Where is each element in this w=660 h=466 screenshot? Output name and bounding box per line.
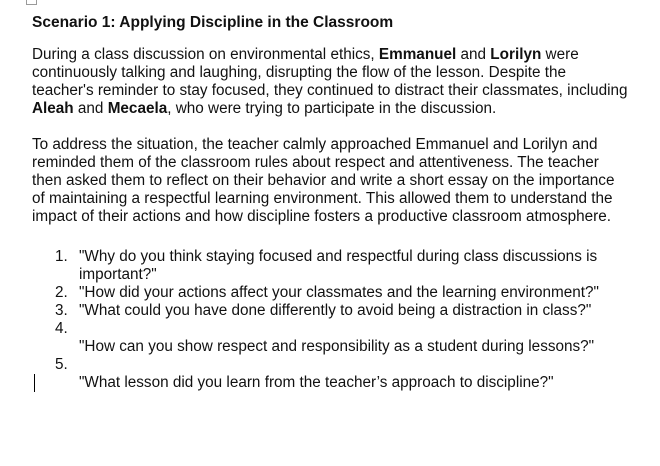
list-item: [32, 320, 658, 356]
question-text: "How did your actions affect your classmates and the learning environment?": [79, 284, 599, 301]
student-name-emmanuel: Emmanuel: [378, 46, 457, 63]
paragraph-line: Aleah and Mecaela, who were trying to participate in the discussion.: [32, 100, 497, 117]
paragraph-line: reminded them of the classroom rules about respect and attentiveness. The teacher: [32, 154, 599, 171]
document-title: Scenario 1: Applying Discipline in the Classroom: [32, 14, 394, 31]
list-number: 4.: [55, 320, 68, 337]
paragraph-line: teacher's reminder to stay focused, they continued to distract their classmates, including: [32, 82, 628, 99]
student-name-lorilyn: Lorilyn: [490, 46, 542, 63]
paragraph-line: of maintaining a respectful learning environment. This allowed them to understand the: [32, 190, 613, 207]
list-item: [32, 248, 658, 284]
page-corner-marker: [26, 0, 37, 5]
question-text: "What lesson did you learn from the teacher’s approach to discipline?": [79, 374, 554, 391]
list-item: [32, 302, 658, 320]
question-text: "How can you show respect and responsibility as a student during lessons?": [79, 338, 595, 355]
paragraph-line: impact of their actions and how discipline fosters a productive classroom atmosphere.: [32, 208, 612, 225]
reflection-questions-list: [32, 248, 658, 392]
list-item: [32, 356, 658, 392]
paragraph-line: continuously talking and laughing, disrupting the flow of the lesson. Despite the: [32, 64, 567, 81]
question-text: "Why do you think staying focused and respectful during class discussions is important?": [79, 248, 598, 283]
list-number: 2.: [55, 284, 68, 301]
paragraph-situation: [32, 46, 658, 118]
question-text: "What could you have done differently to avoid being a distraction in class?": [79, 302, 592, 319]
text-cursor[interactable]: [34, 374, 35, 392]
list-number: 5.: [55, 356, 68, 373]
student-name-aleah: Aleah: [32, 100, 74, 117]
list-number: 3.: [55, 302, 68, 319]
paragraph-line: To address the situation, the teacher calmly approached Emmanuel and Lorilyn and: [32, 136, 598, 153]
paragraph-line: then asked them to reflect on their behavior and write a short essay on the importance: [32, 172, 615, 189]
paragraph-resolution: [32, 136, 658, 226]
list-number: 1.: [55, 248, 68, 265]
list-item: [32, 284, 658, 302]
paragraph-line: During a class discussion on environmental ethics, Emmanuel and Lorilyn were: [32, 46, 579, 63]
student-name-mecaela: Mecaela: [107, 100, 168, 117]
